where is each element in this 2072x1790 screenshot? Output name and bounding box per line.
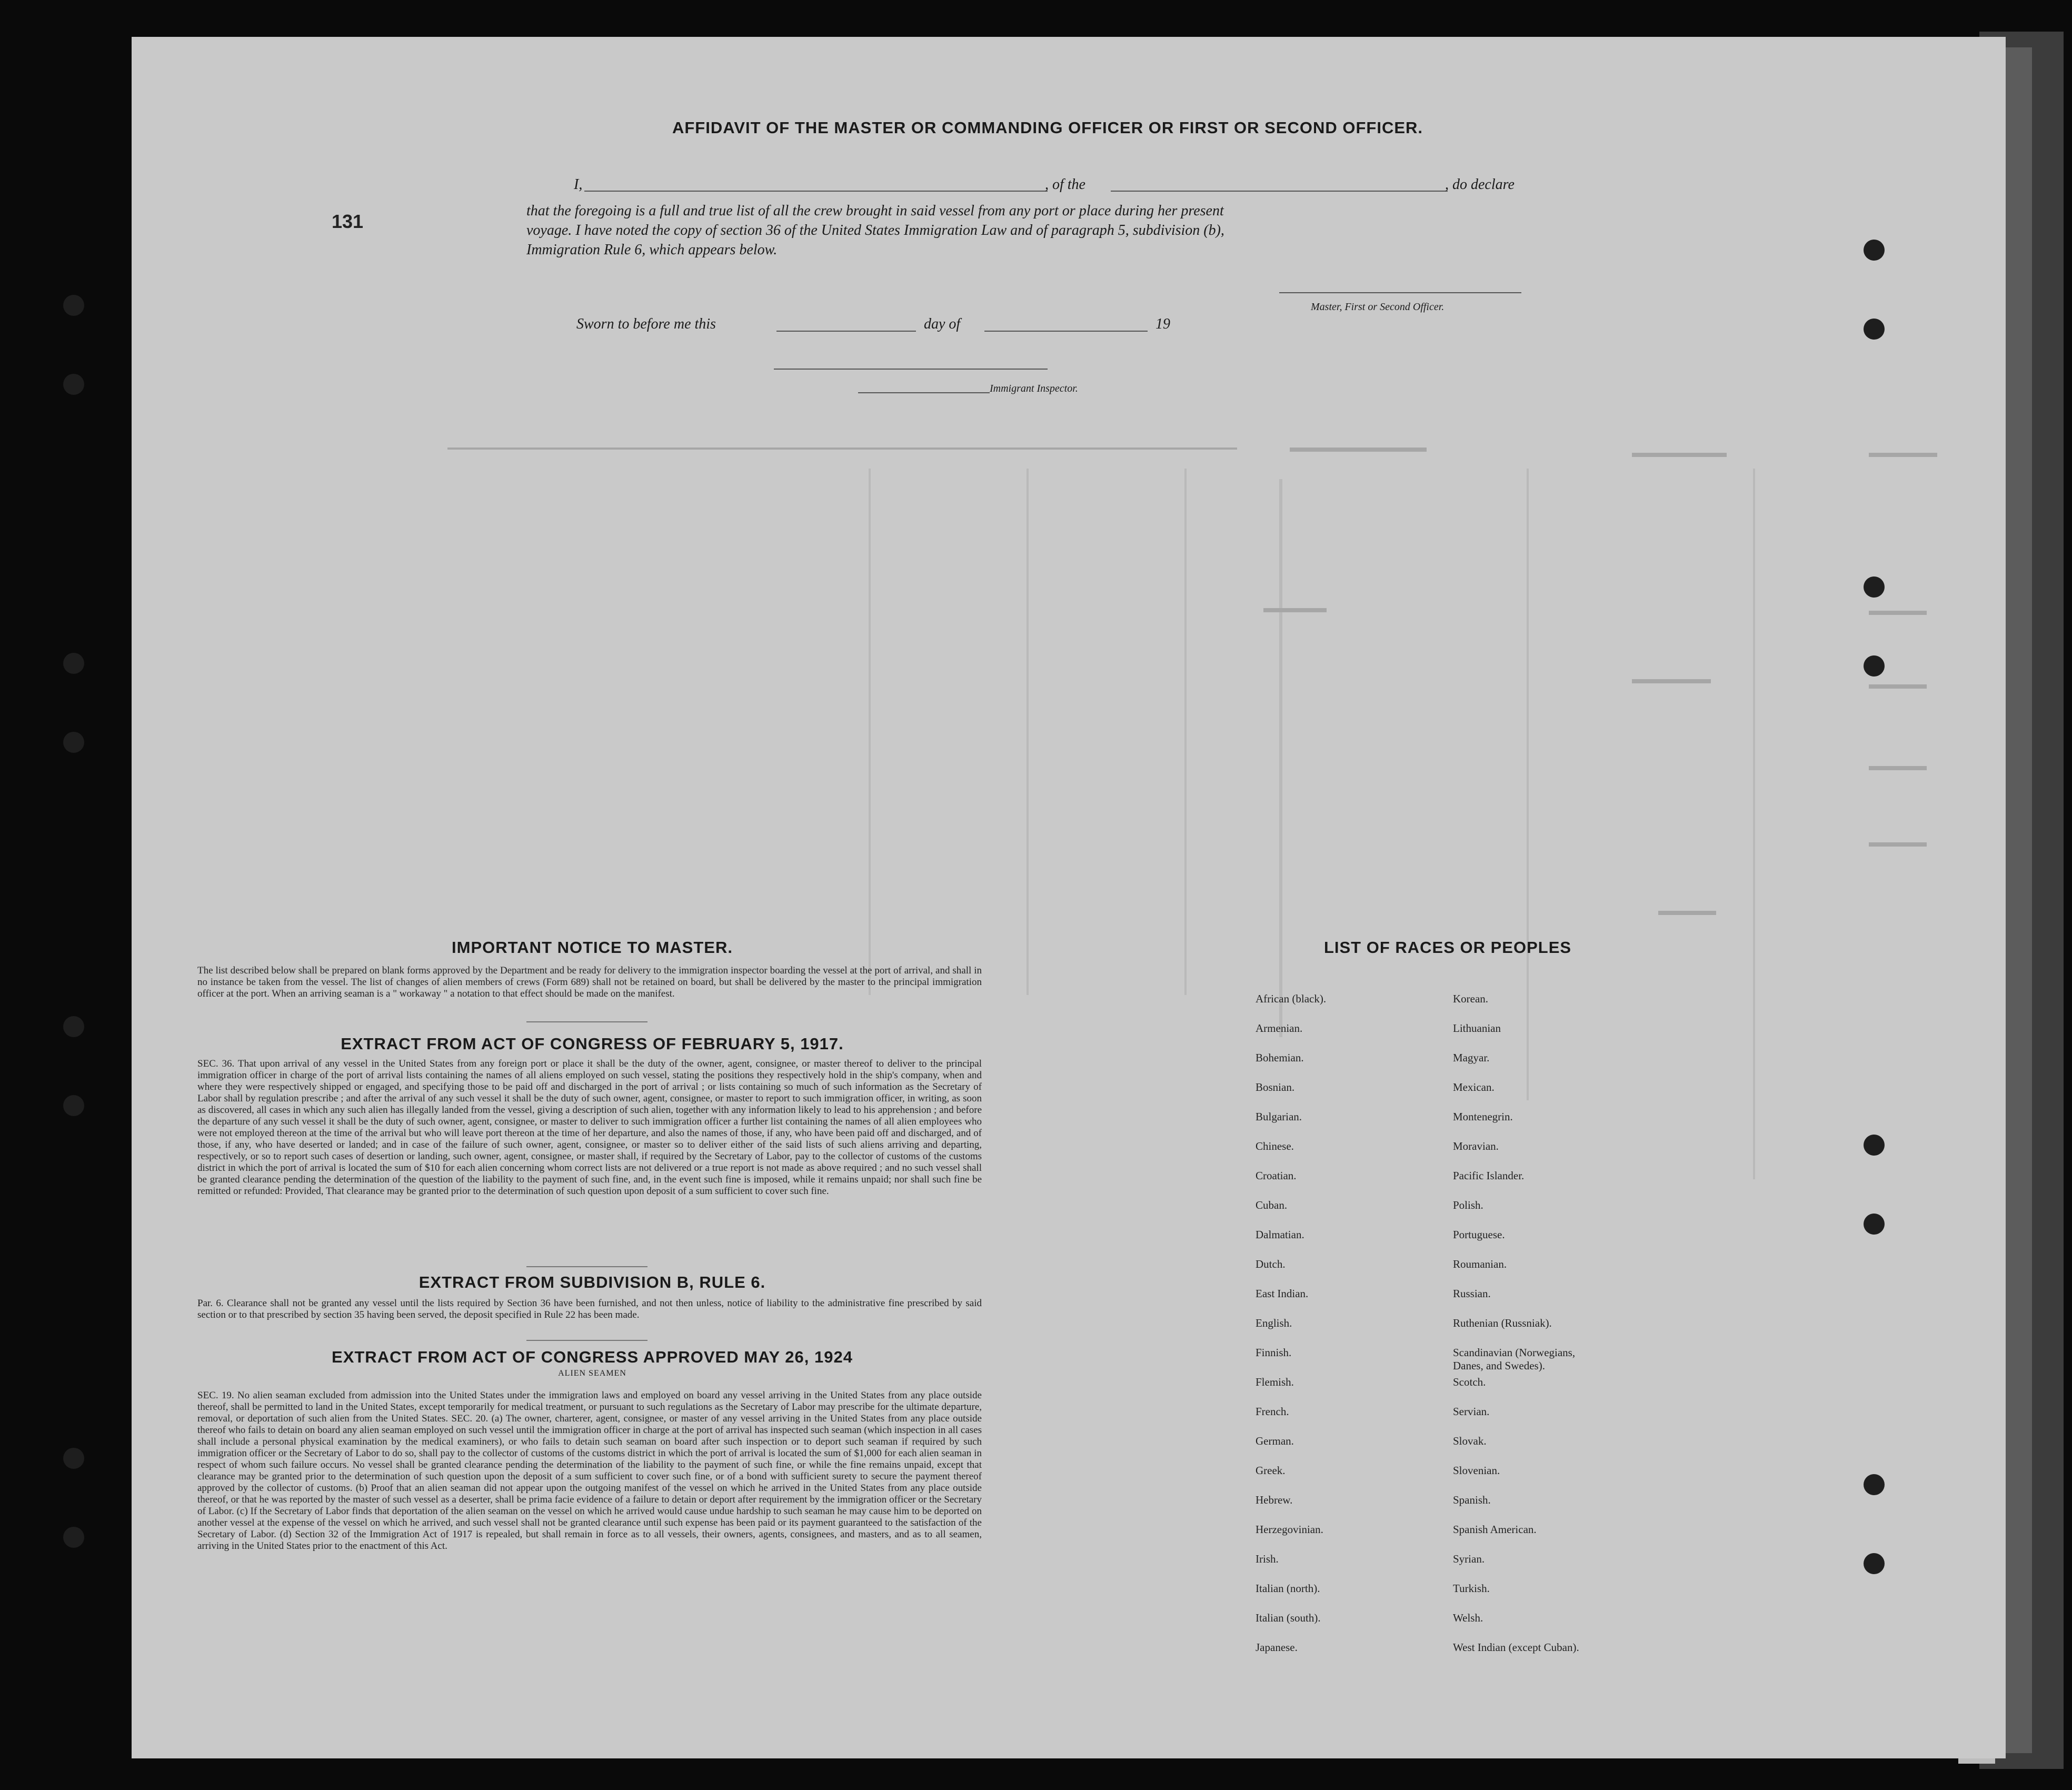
- binder-hole: [63, 1016, 84, 1037]
- race-item: Slovak.: [1453, 1435, 1487, 1447]
- race-item: Ruthenian (Russniak).: [1453, 1317, 1552, 1329]
- race-item: Turkish.: [1453, 1582, 1490, 1595]
- extract-1924-title: EXTRACT FROM ACT OF CONGRESS APPROVED MAY 26, 1924: [332, 1348, 853, 1366]
- race-item: Croatian.: [1256, 1169, 1297, 1182]
- inspector-label: Immigrant Inspector.: [990, 383, 1078, 394]
- race-item: Syrian.: [1453, 1553, 1485, 1565]
- declare-i: I,: [574, 176, 583, 193]
- race-item: Moravian.: [1453, 1140, 1499, 1152]
- binder-hole: [1864, 319, 1885, 340]
- race-item: Spanish American.: [1453, 1523, 1537, 1536]
- race-item: Irish.: [1256, 1553, 1279, 1565]
- race-item: Lithuanian: [1453, 1022, 1501, 1035]
- binder-hole: [63, 295, 84, 316]
- race-item: Mexican.: [1453, 1081, 1495, 1093]
- inspector-signature-line-2: [858, 392, 990, 393]
- race-item: Cuban.: [1256, 1199, 1288, 1211]
- race-item: West Indian (except Cuban).: [1453, 1641, 1579, 1654]
- binder-hole: [63, 732, 84, 753]
- race-item: Italian (south).: [1256, 1612, 1321, 1624]
- declaration-line-2: voyage. I have noted the copy of section 36 of the United States Immigration Law and of paragraph 5, subdivision (b),: [526, 222, 1224, 238]
- race-item: Armenian.: [1256, 1022, 1303, 1035]
- extract-1917-text: SEC. 36. That upon arrival of any vessel in the United States from any foreign port or place it shall be the duty of the owner, agent, consignee, or master thereof to deliver to the principal immigration officer in charge of the port of arrival lists containing the names of all aliens employed on such vessel, stating the positions they respectively hold in the ship's company, when and where they were respectively shipped or engaged, and specifying those to be paid off and discharged in the port of arrival ; or lists containing so much of such information as the Secretary of Labor shall by regulation prescribe ; and after the arrival of any such vessel it shall be the duty of such owner, agent, consignee, or master to report to such immigration officer, in writing, as soon as discovered, all cases in which any such alien has illegally landed from the vessel, giving a description of such alien, together with any information likely to lead to his apprehension ; and before the departure of any such vessel it shall be the duty of such owner, agent, consignee, or master to deliver to such immigration officer a further list containing the names of all alien employees who were not employed thereon at the time of the arrival but who will leave port thereon at the time of her departure, and also the names of those, if any, who have been paid off and discharged, and of those, if any, who have deserted or landed; and in case of the failure of such owner, agent, consignee, or master so to deliver either of the said lists of such aliens arriving and departing, respectively, or so to report such cases of desertion or landing, such owner, agent, consignee, or master shall, if required by the Secretary of Labor, pay to the collector of customs of the customs district in which the port of arrival is located the sum of $10 for each alien concerning whom correct lists are not delivered or a true report is not made as above required ; and no such vessel shall be granted clearance pending the determination of the question of the liability to the payment of such fine, and, in the event such fine is imposed, while it remains unpaid; nor shall such fine be remitted or refunded: Provided, That clearance may be granted prior to the determination of such question upon deposit of a sum sufficient to cover such fine.: [197, 1058, 982, 1197]
- binder-hole: [63, 1527, 84, 1548]
- race-item: Dutch.: [1256, 1258, 1286, 1270]
- race-item: Greek.: [1256, 1464, 1286, 1477]
- declare-do-declare: , do declare: [1445, 176, 1515, 193]
- binder-hole: [1864, 240, 1885, 261]
- binder-hole: [1864, 1553, 1885, 1574]
- declaration-line-1: that the foregoing is a full and true list of all the crew brought in said vessel from any port or place during her present: [526, 203, 1224, 219]
- binder-hole: [1864, 1135, 1885, 1156]
- race-item: Portuguese.: [1453, 1228, 1505, 1241]
- sworn-year: 19: [1155, 316, 1170, 332]
- race-item: Hebrew.: [1256, 1494, 1293, 1506]
- notice-text: The list described below shall be prepared on blank forms approved by the Department and be ready for delivery to the immigration inspector boarding the vessel at the port of arrival, and shall in no instance be taken from the vessel. The list of changes of alien members of crews (Form 689) shall not be retained on board, but shall be delivered by the master to the principal immigration officer at the port. When an arriving seaman is a " workaway " a notation to that effect should be made on the manifest.: [197, 965, 982, 999]
- sworn-day-line: [776, 331, 916, 332]
- stamp-number: 131: [332, 211, 364, 232]
- extract-1924-subtitle: ALIEN SEAMEN: [558, 1369, 626, 1378]
- race-item: Herzegovinian.: [1256, 1523, 1323, 1536]
- race-item: Chinese.: [1256, 1140, 1294, 1152]
- extract-rule6-text: Par. 6. Clearance shall not be granted any vessel until the lists required by Section 36 have been furnished, and not then unless, notice of liability to the administrative fine prescribed by said section or to that prescribed by section 35 having been served, the deposit specified in Rule 22 has been made.: [197, 1298, 982, 1320]
- notice-title: IMPORTANT NOTICE TO MASTER.: [452, 938, 733, 957]
- race-item: Dalmatian.: [1256, 1228, 1304, 1241]
- race-item: German.: [1256, 1435, 1294, 1447]
- race-item: Pacific Islander.: [1453, 1169, 1525, 1182]
- binder-hole: [1864, 1214, 1885, 1235]
- race-item: Magyar.: [1453, 1051, 1490, 1064]
- race-item: Welsh.: [1453, 1612, 1483, 1624]
- declare-of-the: , of the: [1045, 176, 1085, 193]
- sworn-day: day of: [924, 316, 961, 332]
- race-item: Bulgarian.: [1256, 1110, 1302, 1123]
- extract-1924-text: SEC. 19. No alien seaman excluded from admission into the United States under the immigration laws and employed on board any vessel arriving in the United States from any place outside thereof, shall be permitted to land in the United States, except temporarily for medical treatment, or pursuant to such regulations as the Secretary of Labor may prescribe for the ultimate departure, removal, or deportation of such alien from the United States. SEC. 20. (a) The owner, charterer, agent, consignee, or master of any vessel arriving in the United States from any place outside thereof who fails to detain on board any alien seaman employed on such vessel until the immigration officer in charge at the port of arrival has inspected such seaman (which inspection in all cases shall include a personal physical examination by the medical examiners), or who fails to detain such seaman on board after such inspection or to deport such seaman if required by such immigration officer or the Secretary of Labor to do so, shall pay to the collector of customs of the customs district in which the port of arrival is located the sum of $1,000 for each alien seaman in respect of whom such failure occurs. No vessel shall be granted clearance pending the determination of the liability to the payment of such fine, or while the fine remains unpaid, except that clearance may be granted prior to the determination of such question upon the deposit of a sum sufficient to cover such fine, or of a bond with sufficient surety to secure the payment thereof approved by the collector of customs. (b) Proof that an alien seaman did not appear upon the outgoing manifest of the vessel on which he arrived in the United States from any place outside thereof, or that he was reported by the master of such vessel as a deserter, shall be prima facie evidence of a failure to detain or deport after requirement by the immigration officer or the Secretary of Labor. (c) If the Secretary of Labor finds that deportation of the alien seaman on the vessel on which he arrived would cause undue hardship to such seaman he may cause him to be deported on another vessel at the expense of the vessel on which he arrived, and such vessel shall not be granted clearance until such expense has been paid or its payment guaranteed to the satisfaction of the Secretary of Labor. (d) Section 32 of the Immigration Act of 1917 is repealed, but shall remain in force as to all vessels, their owners, agents, consignees, and masters, and as to all seamen, arriving in the United States prior to the enactment of this Act.: [197, 1390, 982, 1552]
- binder-hole: [1864, 576, 1885, 598]
- separator: [526, 1021, 647, 1022]
- races-title: LIST OF RACES OR PEOPLES: [1323, 938, 1572, 957]
- extract-1917-title: EXTRACT FROM ACT OF CONGRESS OF FEBRUARY 5, 1917.: [341, 1035, 844, 1053]
- race-item: English.: [1256, 1317, 1292, 1329]
- binder-hole: [63, 653, 84, 674]
- race-item: Japanese.: [1256, 1641, 1298, 1654]
- master-label: Master, First or Second Officer.: [1311, 301, 1445, 313]
- master-signature-line: [1279, 292, 1521, 293]
- race-item: Polish.: [1453, 1199, 1483, 1211]
- race-item: Scandinavian (Norwegians, Danes, and Swedes).: [1453, 1346, 1576, 1372]
- vessel-name-line: [1111, 191, 1448, 192]
- declarant-name-line: [584, 191, 1048, 192]
- sworn-month-line: [984, 331, 1148, 332]
- sworn-prefix: Sworn to before me this: [576, 316, 716, 332]
- separator: [526, 1266, 647, 1267]
- race-item: Italian (north).: [1256, 1582, 1320, 1595]
- race-item: Montenegrin.: [1453, 1110, 1513, 1123]
- binder-hole: [63, 1448, 84, 1469]
- race-item: Flemish.: [1256, 1376, 1294, 1388]
- race-item: African (black).: [1256, 992, 1327, 1005]
- race-item: Bosnian.: [1256, 1081, 1295, 1093]
- race-item: Bohemian.: [1256, 1051, 1304, 1064]
- affidavit-title: AFFIDAVIT OF THE MASTER OR COMMANDING OFFICER OR FIRST OR SECOND OFFICER.: [672, 118, 1423, 137]
- binder-hole: [63, 374, 84, 395]
- binder-hole: [1864, 655, 1885, 677]
- race-item: Roumanian.: [1453, 1258, 1507, 1270]
- race-item: Servian.: [1453, 1405, 1490, 1418]
- race-item: East Indian.: [1256, 1287, 1309, 1300]
- separator: [526, 1340, 647, 1341]
- race-item: Spanish.: [1453, 1494, 1491, 1506]
- race-item: Russian.: [1453, 1287, 1491, 1300]
- declaration-line-3: Immigration Rule 6, which appears below.: [526, 242, 778, 258]
- binder-hole: [1864, 1474, 1885, 1495]
- race-item: Scotch.: [1453, 1376, 1486, 1388]
- race-item: Finnish.: [1256, 1346, 1292, 1359]
- binder-hole: [63, 1095, 84, 1116]
- race-item: Korean.: [1453, 992, 1489, 1005]
- race-item: Slovenian.: [1453, 1464, 1500, 1477]
- inspector-signature-line-1: [774, 369, 1048, 370]
- extract-rule6-title: EXTRACT FROM SUBDIVISION B, RULE 6.: [419, 1273, 766, 1291]
- race-item: French.: [1256, 1405, 1289, 1418]
